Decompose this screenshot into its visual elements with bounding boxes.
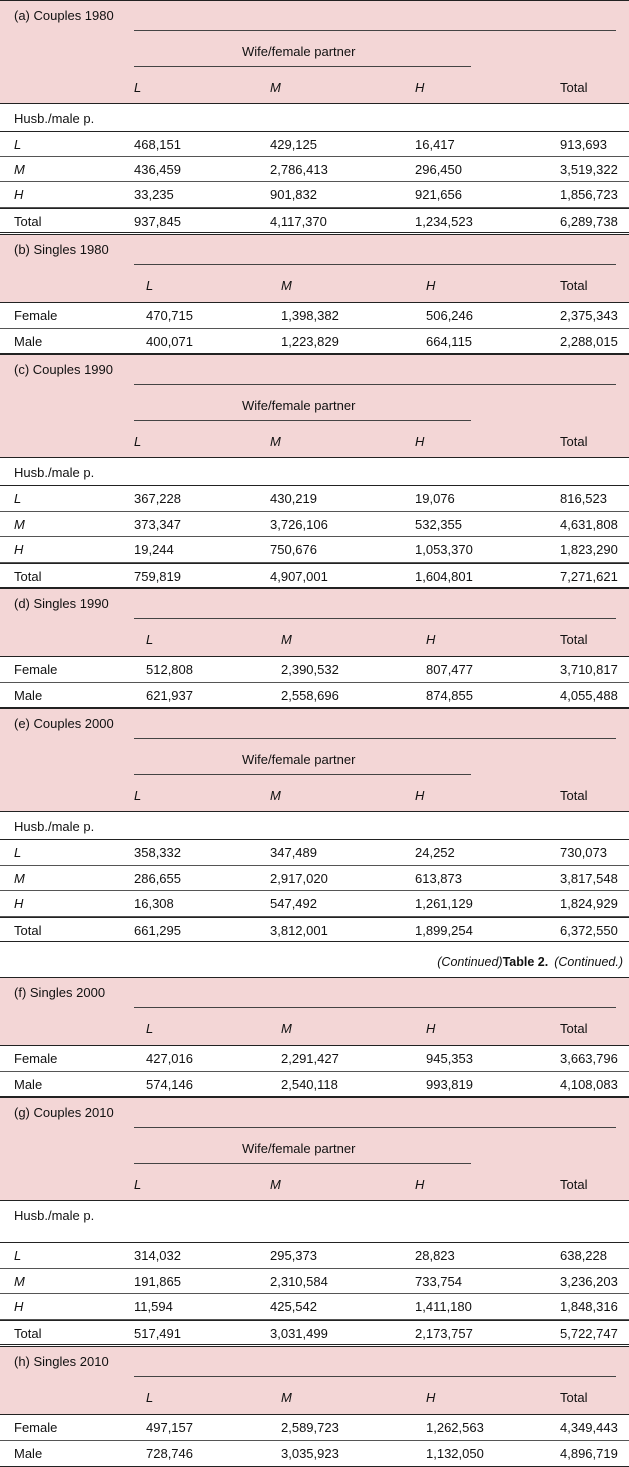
cell-M: 2,589,723	[281, 1420, 339, 1435]
cell-H: 1,411,180	[415, 1299, 472, 1314]
cell-H: 16,417	[415, 137, 455, 152]
wife-partner-header: Wife/female partner	[242, 44, 356, 59]
cell-L: 436,459	[134, 162, 181, 178]
wife-partner-rule	[134, 66, 471, 67]
panel-header-d	[0, 588, 629, 657]
cell-M: 2,310,584	[270, 1273, 328, 1289]
cell-H: 1,132,050	[426, 1445, 484, 1461]
row-label: Female	[14, 1420, 58, 1435]
col-header-total: Total	[560, 80, 588, 95]
row-label: H	[14, 896, 24, 911]
panel-title: (d) Singles 1990	[14, 596, 109, 611]
cell-total: 1,824,929	[560, 896, 618, 911]
cell-L: 661,295	[134, 922, 181, 938]
row-label: L	[14, 1248, 22, 1263]
cell-M: 347,489	[270, 845, 317, 860]
cell-H: 28,823	[415, 1248, 455, 1263]
cell-H: 733,754	[415, 1273, 462, 1289]
row-label: M	[14, 162, 25, 178]
table-row	[0, 917, 629, 943]
row-label: M	[14, 516, 25, 532]
col-header-M: M	[281, 632, 292, 647]
table-row	[0, 486, 629, 512]
row-label: M	[14, 870, 25, 886]
cell-total: 3,710,817	[560, 662, 618, 677]
row-label: Female	[14, 662, 58, 677]
cell-total: 2,375,343	[560, 308, 618, 323]
col-header-H: H	[415, 788, 425, 803]
row-label: L	[14, 137, 22, 152]
wife-partner-rule	[134, 420, 471, 421]
table-row	[0, 1320, 629, 1346]
title-rule	[134, 1376, 616, 1377]
cell-total: 6,289,738	[560, 213, 618, 229]
row-label: H	[14, 1299, 24, 1314]
title-rule	[134, 264, 616, 265]
cell-H: 296,450	[415, 162, 462, 178]
col-header-total: Total	[560, 1177, 588, 1192]
panel-header-a	[0, 0, 629, 104]
wife-partner-header: Wife/female partner	[242, 398, 356, 413]
panel-header-f	[0, 977, 629, 1046]
wife-partner-header: Wife/female partner	[242, 1141, 356, 1156]
title-rule	[134, 1007, 616, 1008]
panel-header-c	[0, 354, 629, 458]
table-row	[0, 132, 629, 157]
wife-partner-header: Wife/female partner	[242, 752, 356, 767]
table-row	[0, 303, 629, 329]
cell-M: 3,812,001	[270, 922, 328, 938]
row-label: Total	[14, 1325, 42, 1341]
cell-M: 4,117,370	[270, 213, 327, 229]
row-label: Female	[14, 308, 58, 323]
col-header-total: Total	[560, 1021, 588, 1036]
cell-total: 913,693	[560, 137, 607, 152]
table-row	[0, 208, 629, 233]
panel-header-g	[0, 1097, 629, 1201]
panel-title: (a) Couples 1980	[14, 8, 114, 23]
cell-total: 4,108,083	[560, 1076, 618, 1092]
cell-H: 1,053,370	[415, 542, 473, 557]
cell-total: 3,663,796	[560, 1051, 618, 1066]
col-header-L: L	[134, 1177, 142, 1192]
col-header-H: H	[415, 1177, 425, 1192]
col-header-M: M	[270, 434, 281, 449]
cell-H: 993,819	[426, 1076, 473, 1092]
cell-M: 430,219	[270, 491, 317, 506]
cell-L: 19,244	[134, 542, 174, 557]
col-header-M: M	[270, 1177, 281, 1192]
husb-row	[0, 812, 629, 840]
col-header-total: Total	[560, 632, 588, 647]
cell-L: 621,937	[146, 687, 193, 703]
table-row	[0, 157, 629, 182]
cell-M: 1,223,829	[281, 333, 339, 349]
cell-total: 638,228	[560, 1248, 607, 1263]
cell-M: 295,373	[270, 1248, 317, 1263]
cell-L: 11,594	[134, 1299, 173, 1314]
col-header-L: L	[146, 1021, 154, 1036]
table-row	[0, 563, 629, 589]
cell-H: 1,262,563	[426, 1420, 484, 1435]
panel-title: (e) Couples 2000	[14, 716, 114, 731]
cell-M: 429,125	[270, 137, 317, 152]
row-label: H	[14, 542, 24, 557]
cell-total: 3,236,203	[560, 1273, 618, 1289]
panel-title: (b) Singles 1980	[14, 242, 109, 257]
cell-L: 759,819	[134, 568, 181, 584]
row-label: Total	[14, 568, 42, 584]
table-row	[0, 1441, 629, 1467]
table-row	[0, 683, 629, 709]
husb-row	[0, 1201, 629, 1243]
table-row	[0, 1415, 629, 1441]
col-header-L: L	[146, 278, 154, 293]
husb-label: Husb./male p.	[14, 465, 95, 480]
col-header-L: L	[134, 80, 142, 95]
col-header-M: M	[281, 1021, 292, 1036]
table-row	[0, 1046, 629, 1072]
cell-L: 367,228	[134, 491, 181, 506]
cell-H: 1,261,129	[415, 896, 473, 911]
cell-total: 4,631,808	[560, 516, 618, 532]
cell-M: 3,031,499	[270, 1325, 328, 1341]
col-header-H: H	[415, 434, 425, 449]
husb-label: Husb./male p.	[14, 819, 95, 834]
cell-H: 19,076	[415, 491, 455, 506]
cell-L: 468,151	[134, 137, 181, 152]
cell-M: 3,035,923	[281, 1445, 339, 1461]
husb-row	[0, 458, 629, 486]
cell-H: 1,604,801	[415, 568, 473, 584]
cell-total: 1,848,316	[560, 1299, 618, 1314]
cell-H: 921,656	[415, 187, 462, 203]
table-row	[0, 866, 629, 892]
cell-L: 400,071	[146, 333, 193, 349]
cell-L: 728,746	[146, 1445, 193, 1461]
cell-M: 2,390,532	[281, 662, 339, 677]
col-header-total: Total	[560, 278, 588, 293]
row-label: Male	[14, 1445, 43, 1461]
cell-H: 1,234,523	[415, 213, 473, 229]
cell-L: 497,157	[146, 1420, 193, 1435]
wife-partner-rule	[134, 1163, 471, 1164]
cell-M: 547,492	[270, 896, 317, 911]
cell-L: 427,016	[146, 1051, 193, 1066]
continued-italic: (Continued)	[437, 955, 503, 969]
table-row	[0, 182, 629, 207]
table-row	[0, 1294, 629, 1320]
wife-partner-rule	[134, 774, 471, 775]
panel-title: (g) Couples 2010	[14, 1105, 114, 1120]
cell-H: 1,899,254	[415, 922, 473, 938]
row-label: L	[14, 845, 22, 860]
col-header-H: H	[426, 1021, 436, 1036]
cell-H: 506,246	[426, 308, 473, 323]
cell-L: 191,865	[134, 1273, 181, 1289]
row-label: Male	[14, 687, 43, 703]
col-header-L: L	[146, 632, 154, 647]
cell-M: 2,291,427	[281, 1051, 339, 1066]
cell-total: 816,523	[560, 491, 607, 506]
panel-title: (c) Couples 1990	[14, 362, 113, 377]
table-row	[0, 840, 629, 866]
col-header-M: M	[281, 1390, 292, 1405]
panel-header-b	[0, 234, 629, 303]
cell-M: 2,540,118	[281, 1076, 338, 1092]
cell-total: 1,823,290	[560, 542, 618, 557]
panel-header-e	[0, 708, 629, 812]
table-row	[0, 329, 629, 355]
table-row	[0, 1072, 629, 1098]
cell-H: 613,873	[415, 870, 462, 886]
cell-total: 5,722,747	[560, 1325, 618, 1341]
cell-M: 901,832	[270, 187, 317, 203]
cell-H: 664,115	[426, 333, 473, 349]
cell-M: 4,907,001	[270, 568, 328, 584]
continued-caption	[437, 955, 623, 969]
cell-L: 512,808	[146, 662, 193, 677]
cell-L: 470,715	[146, 308, 193, 323]
cell-total: 4,896,719	[560, 1445, 618, 1461]
table-label: Table 2.	[502, 955, 549, 969]
row-label: Male	[14, 333, 43, 349]
table-row	[0, 512, 629, 538]
title-rule	[134, 618, 616, 619]
cell-M: 3,726,106	[270, 516, 328, 532]
cell-total: 1,856,723	[560, 187, 618, 203]
cell-M: 425,542	[270, 1299, 317, 1314]
cell-L: 358,332	[134, 845, 181, 860]
cell-H: 874,855	[426, 687, 473, 703]
panel-title: (h) Singles 2010	[14, 1354, 109, 1369]
cell-M: 2,558,696	[281, 687, 339, 703]
cell-total: 4,055,488	[560, 687, 618, 703]
cell-H: 945,353	[426, 1051, 473, 1066]
table-row	[0, 1269, 629, 1295]
cell-L: 373,347	[134, 516, 181, 532]
title-rule	[134, 384, 616, 385]
col-header-H: H	[415, 80, 425, 95]
row-label: L	[14, 491, 22, 506]
cell-H: 532,355	[415, 516, 462, 532]
table-row	[0, 537, 629, 563]
cell-H: 24,252	[415, 845, 455, 860]
cell-M: 2,786,413	[270, 162, 328, 178]
panel-header-h	[0, 1346, 629, 1415]
row-label: Female	[14, 1051, 58, 1066]
cell-M: 2,917,020	[270, 870, 328, 886]
cell-H: 2,173,757	[415, 1325, 473, 1341]
cell-L: 574,146	[146, 1076, 193, 1092]
row-label: Total	[14, 922, 42, 938]
title-rule	[134, 1127, 616, 1128]
cell-total: 4,349,443	[560, 1420, 618, 1435]
col-header-M: M	[270, 80, 281, 95]
col-header-M: M	[270, 788, 281, 803]
col-header-total: Total	[560, 1390, 588, 1405]
husb-row	[0, 104, 629, 132]
cell-L: 517,491	[134, 1325, 181, 1341]
cell-L: 16,308	[134, 896, 174, 911]
cell-L: 937,845	[134, 213, 181, 229]
row-label: Total	[14, 213, 42, 229]
col-header-H: H	[426, 278, 436, 293]
cell-total: 730,073	[560, 845, 607, 860]
husb-label: Husb./male p.	[14, 1208, 95, 1223]
cell-H: 807,477	[426, 662, 473, 677]
row-label: Male	[14, 1076, 43, 1092]
col-header-H: H	[426, 632, 436, 647]
husb-label: Husb./male p.	[14, 111, 95, 126]
col-header-L: L	[146, 1390, 154, 1405]
cell-L: 33,235	[134, 187, 174, 203]
cell-L: 286,655	[134, 870, 181, 886]
title-rule	[134, 738, 616, 739]
col-header-total: Total	[560, 434, 588, 449]
row-label: M	[14, 1273, 25, 1289]
col-header-L: L	[134, 434, 142, 449]
row-label: H	[14, 187, 24, 203]
cell-total: 2,288,015	[560, 333, 618, 349]
panel-title: (f) Singles 2000	[14, 985, 106, 1000]
cell-M: 1,398,382	[281, 308, 339, 323]
col-header-M: M	[281, 278, 292, 293]
cell-total: 7,271,621	[560, 568, 618, 584]
table-row	[0, 657, 629, 683]
cell-M: 750,676	[270, 542, 317, 557]
table-row	[0, 891, 629, 917]
continued-italic-2: (Continued.)	[554, 955, 623, 969]
col-header-L: L	[134, 788, 142, 803]
table-row	[0, 1243, 629, 1269]
cell-L: 314,032	[134, 1248, 181, 1263]
cell-total: 3,519,322	[560, 162, 618, 178]
col-header-H: H	[426, 1390, 436, 1405]
cell-total: 6,372,550	[560, 922, 618, 938]
title-rule	[134, 30, 616, 31]
col-header-total: Total	[560, 788, 588, 803]
cell-total: 3,817,548	[560, 870, 618, 886]
